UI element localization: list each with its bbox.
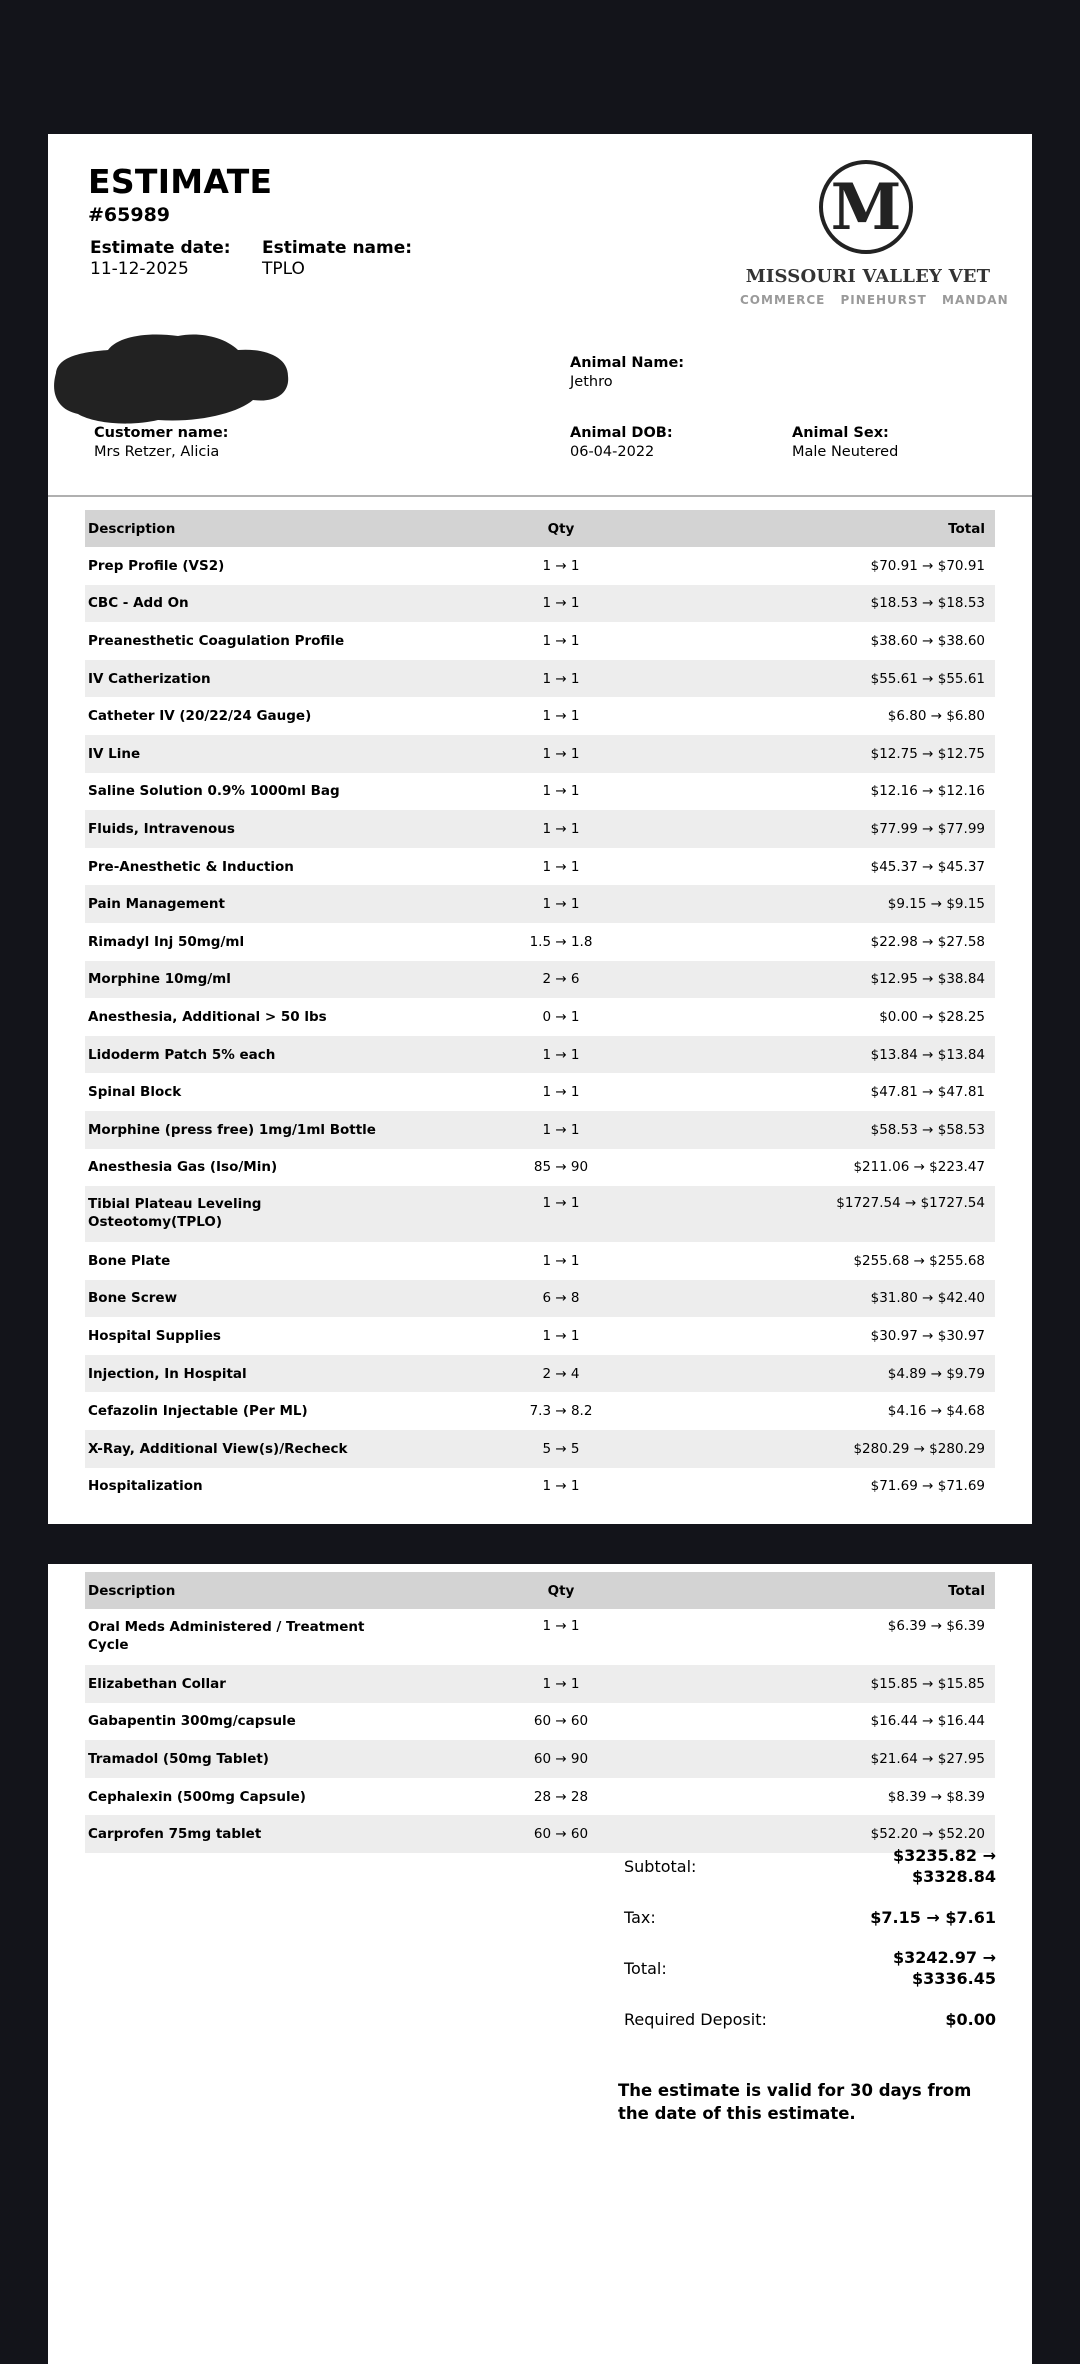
item-description: Spinal Block (88, 1084, 182, 1101)
customer-name-field (94, 424, 228, 462)
table-row (85, 1703, 995, 1741)
item-description: Lidoderm Patch 5% each (85, 1036, 398, 1074)
item-description: Morphine (press free) 1mg/1ml Bottle (85, 1111, 398, 1149)
item-qty: 7.3 → 8.2 (529, 1403, 593, 1420)
item-description: Anesthesia, Additional > 50 lbs (88, 1008, 327, 1025)
logo-locations: COMMERCE PINEHURST MANDAN (740, 293, 1009, 307)
item-qty: 1 → 1 (542, 632, 580, 649)
item-qty: 2 → 4 (398, 1355, 731, 1393)
item-description: Hospitalization (88, 1478, 203, 1495)
estimate-date-field (90, 238, 231, 280)
table-row (85, 1392, 995, 1430)
table-row (85, 697, 995, 735)
column-header-total: Total (731, 510, 995, 547)
item-total: $58.53 → $58.53 (731, 1111, 995, 1149)
item-description: Morphine 10mg/ml (85, 961, 398, 999)
column-header-description: Description (85, 510, 398, 547)
table-row (85, 1242, 995, 1280)
estimate-name-value: TPLO (262, 259, 305, 279)
tax-value: $7.15 → $7.61 (870, 1907, 996, 1927)
item-qty: 1.5 → 1.8 (529, 933, 593, 950)
item-qty: 1 → 1 (398, 1111, 731, 1149)
logo-clinic-name: MISSOURI VALLEY VET (745, 266, 991, 287)
item-total: $22.98 → $27.58 (870, 933, 985, 950)
redaction-mark (48, 328, 298, 428)
table-header-row (85, 1572, 995, 1609)
item-qty: 5 → 5 (398, 1430, 731, 1468)
deposit-row (618, 1993, 996, 2045)
item-description: Gabapentin 300mg/capsule (88, 1713, 296, 1730)
table-row (85, 622, 995, 660)
item-qty: 1 → 1 (542, 708, 580, 725)
deposit-label: Required Deposit: (624, 2009, 767, 2029)
item-description: Elizabethan Collar (85, 1665, 398, 1703)
item-qty: 0 → 1 (542, 1008, 580, 1025)
estimate-name-field (262, 238, 412, 280)
animal-name-label: Animal Name: (570, 355, 685, 371)
table-row (85, 1073, 995, 1111)
item-description: Bone Plate (88, 1252, 171, 1269)
item-description: Pain Management (85, 885, 398, 923)
item-total: $1727.54 → $1727.54 (731, 1186, 995, 1242)
customer-name-label: Customer name: (94, 425, 229, 441)
item-qty: 6 → 8 (398, 1280, 731, 1318)
animal-dob-value: 06-04-2022 (570, 444, 655, 460)
item-description: Prep Profile (VS2) (88, 557, 225, 574)
item-qty: 1 → 1 (398, 810, 731, 848)
validity-note: The estimate is valid for 30 days from the date of this estimate. (618, 2081, 972, 2123)
item-qty: 1 → 1 (542, 1618, 580, 1634)
animal-dob-field (570, 424, 673, 462)
item-description: Cefazolin Injectable (Per ML) (88, 1403, 308, 1420)
item-total: $38.60 → $38.60 (870, 632, 985, 649)
item-total: $30.97 → $30.97 (870, 1328, 985, 1345)
item-total: $6.39 → $6.39 (887, 1618, 985, 1634)
estimate-name-label: Estimate name: (262, 238, 413, 258)
item-total: $12.95 → $38.84 (731, 961, 995, 999)
column-header-description: Description (85, 1572, 398, 1609)
item-qty: 60 → 90 (398, 1740, 731, 1778)
item-description: Cephalexin (500mg Capsule) (88, 1788, 306, 1805)
item-total: $15.85 → $15.85 (731, 1665, 995, 1703)
item-total: $6.80 → $6.80 (887, 708, 985, 725)
item-total: $4.89 → $9.79 (731, 1355, 995, 1393)
logo-monogram-circle (819, 160, 913, 254)
item-qty: 1 → 1 (542, 1252, 580, 1269)
table-row (85, 1355, 995, 1393)
item-total: $9.15 → $9.15 (731, 885, 995, 923)
item-total: $16.44 → $16.44 (870, 1713, 985, 1730)
item-total: $45.37 → $45.37 (870, 858, 985, 875)
customer-name-value: Mrs Retzer, Alicia (94, 444, 220, 460)
table-row (85, 1778, 995, 1816)
subtotal-row (618, 1841, 996, 1891)
item-qty: 1 → 1 (542, 557, 580, 574)
line-items-table (85, 510, 995, 1505)
item-description: Rimadyl Inj 50mg/ml (88, 933, 245, 950)
table-row (85, 1111, 995, 1149)
item-qty: 1 → 1 (542, 1328, 580, 1345)
item-total: $255.68 → $255.68 (853, 1252, 985, 1269)
item-qty: 60 → 60 (398, 1815, 731, 1853)
item-description: Fluids, Intravenous (85, 810, 398, 848)
table-row (85, 1280, 995, 1318)
animal-sex-value: Male Neutered (792, 444, 899, 460)
item-total: $47.81 → $47.81 (870, 1084, 985, 1101)
table-row (85, 547, 995, 585)
table-row (85, 961, 995, 999)
item-total: $13.84 → $13.84 (731, 1036, 995, 1074)
deposit-value: $0.00 (945, 2009, 996, 2029)
animal-dob-label: Animal DOB: (570, 425, 673, 441)
table-row (85, 1186, 995, 1242)
subtotal-value: $3235.82 → $3328.84 (893, 1846, 996, 1886)
clinic-logo (740, 160, 1009, 320)
item-qty: 1 → 1 (398, 585, 731, 623)
table-header-row (85, 510, 995, 547)
item-description: Saline Solution 0.9% 1000ml Bag (88, 783, 340, 800)
column-header-qty: Qty (398, 510, 731, 547)
item-total: $31.80 → $42.40 (731, 1280, 995, 1318)
item-description: Tibial Plateau Leveling Osteotomy(TPLO) (85, 1186, 398, 1242)
item-total: $280.29 → $280.29 (731, 1430, 995, 1468)
table-row (85, 848, 995, 886)
table-row (85, 1609, 995, 1665)
table-row (85, 1665, 995, 1703)
animal-sex-field (792, 424, 898, 462)
tax-label: Tax: (624, 1907, 656, 1927)
item-total: $8.39 → $8.39 (887, 1788, 985, 1805)
document-title: ESTIMATE (88, 162, 273, 201)
item-total: $55.61 → $55.61 (731, 660, 995, 698)
item-qty: 1 → 1 (542, 783, 580, 800)
item-total: $71.69 → $71.69 (870, 1478, 985, 1495)
tax-row (618, 1891, 996, 1943)
totals-summary (618, 1841, 996, 2045)
item-qty: 60 → 60 (533, 1713, 589, 1730)
item-qty: 1 → 1 (542, 1084, 580, 1101)
item-total: $70.91 → $70.91 (870, 557, 985, 574)
table-row (85, 885, 995, 923)
item-total: $211.06 → $223.47 (853, 1159, 985, 1176)
table-row (85, 585, 995, 623)
item-description: Oral Meds Administered / Treatment Cycle (88, 1619, 365, 1653)
item-qty: 85 → 90 (533, 1159, 589, 1176)
item-total: $21.64 → $27.95 (731, 1740, 995, 1778)
animal-name-value: Jethro (570, 374, 613, 390)
subtotal-label: Subtotal: (624, 1856, 697, 1876)
item-total: $4.16 → $4.68 (887, 1403, 985, 1420)
line-items-body (85, 1609, 995, 1853)
item-description: Injection, In Hospital (85, 1355, 398, 1393)
item-qty: 1 → 1 (398, 1665, 731, 1703)
item-description: Hospital Supplies (88, 1328, 221, 1345)
item-total: $0.00 → $28.25 (879, 1008, 985, 1025)
estimate-page-1 (48, 134, 1032, 1524)
table-row (85, 923, 995, 961)
animal-sex-label: Animal Sex: (792, 425, 889, 441)
item-total: $12.16 → $12.16 (870, 783, 985, 800)
table-row (85, 810, 995, 848)
item-description: Carprofen 75mg tablet (85, 1815, 398, 1853)
total-label: Total: (624, 1958, 667, 1978)
estimate-number: #65989 (88, 204, 171, 226)
item-description: Anesthesia Gas (Iso/Min) (88, 1159, 278, 1176)
item-description: Pre-Anesthetic & Induction (88, 858, 294, 875)
column-header-total: Total (731, 1572, 995, 1609)
estimate-date-label: Estimate date: (90, 238, 231, 258)
item-qty: 1 → 1 (542, 858, 580, 875)
table-row (85, 660, 995, 698)
animal-name-field (570, 354, 684, 392)
item-description: Tramadol (50mg Tablet) (85, 1740, 398, 1778)
table-row (85, 773, 995, 811)
item-qty: 1 → 1 (398, 885, 731, 923)
total-row (618, 1943, 996, 1993)
estimate-date-value: 11-12-2025 (90, 259, 189, 279)
table-row (85, 1317, 995, 1355)
estimate-page-2 (48, 1564, 1032, 2364)
item-total: $12.75 → $12.75 (731, 735, 995, 773)
item-description: CBC - Add On (85, 585, 398, 623)
item-total: $77.99 → $77.99 (731, 810, 995, 848)
item-description: IV Catherization (85, 660, 398, 698)
table-row (85, 735, 995, 773)
table-row (85, 1740, 995, 1778)
line-items-table-continued (85, 1572, 995, 1853)
item-qty: 2 → 6 (398, 961, 731, 999)
total-value: $3242.97 → $3336.45 (893, 1948, 996, 1988)
item-qty: 1 → 1 (542, 1478, 580, 1495)
table-row (85, 1468, 995, 1506)
line-items-body (85, 547, 995, 1505)
logo-monogram: M (830, 170, 902, 245)
item-description: Catheter IV (20/22/24 Gauge) (88, 708, 312, 725)
item-qty: 1 → 1 (398, 1186, 731, 1242)
item-qty: 1 → 1 (398, 735, 731, 773)
section-divider (48, 495, 1032, 497)
item-description: X-Ray, Additional View(s)/Recheck (85, 1430, 398, 1468)
table-row (85, 1149, 995, 1187)
item-qty: 1 → 1 (398, 660, 731, 698)
column-header-qty: Qty (398, 1572, 731, 1609)
item-qty: 1 → 1 (398, 1036, 731, 1074)
table-row (85, 998, 995, 1036)
item-qty: 28 → 28 (533, 1788, 589, 1805)
item-description: IV Line (85, 735, 398, 773)
table-row (85, 1430, 995, 1468)
item-total: $18.53 → $18.53 (731, 585, 995, 623)
table-row (85, 1036, 995, 1074)
item-description: Bone Screw (85, 1280, 398, 1318)
item-total: $52.20 → $52.20 (731, 1815, 995, 1853)
item-description: Preanesthetic Coagulation Profile (88, 632, 345, 649)
